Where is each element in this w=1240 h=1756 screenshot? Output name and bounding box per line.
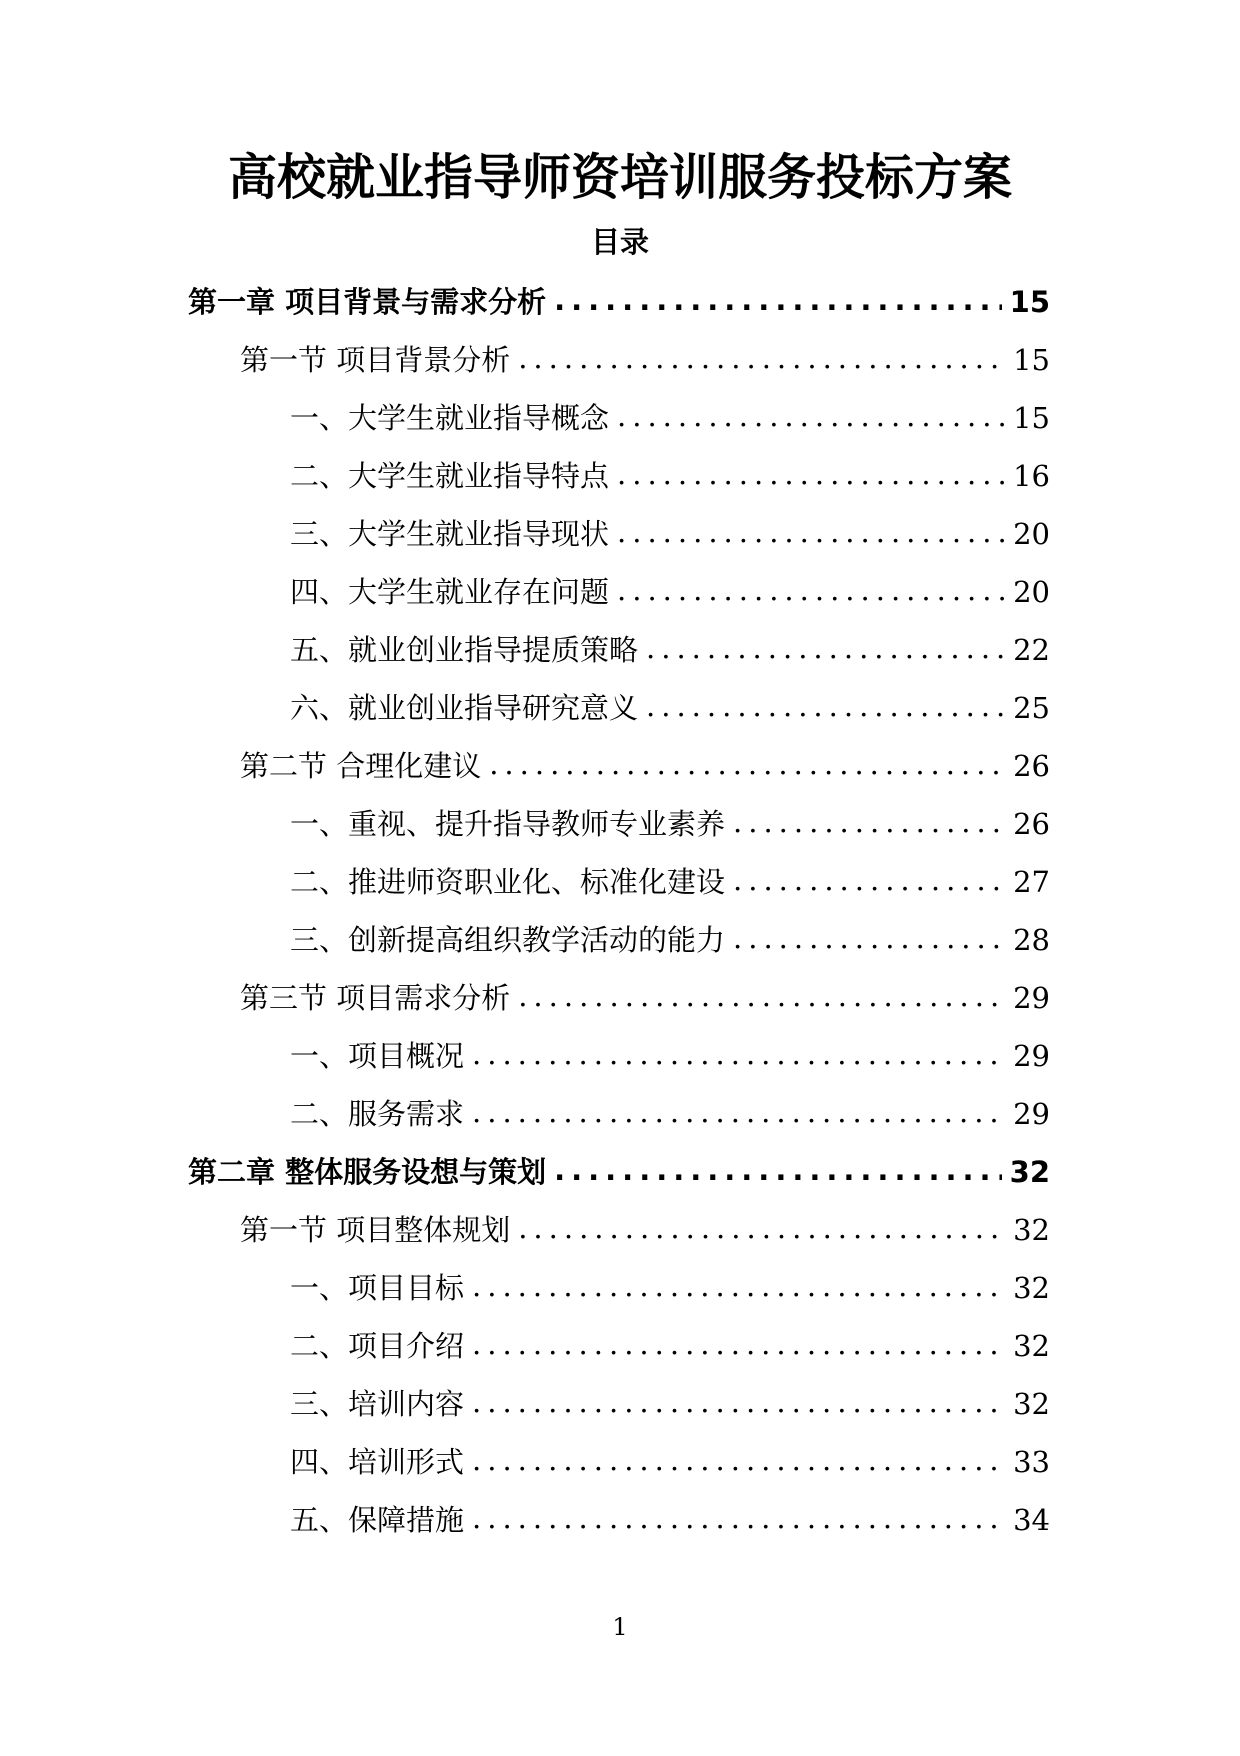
toc-entry-page: 29 [1013,1097,1050,1131]
toc-entry-page: 25 [1013,691,1050,725]
toc-entry-subsection[interactable] [290,1259,1050,1317]
toc-entry-text: 一、大学生就业指导概念 [290,401,610,435]
toc-entry-text: 四、培训形式 [290,1445,465,1479]
toc-entry-page: 16 [1013,459,1050,493]
toc-entry-text: 二、推进师资职业化、标准化建设 [290,865,726,899]
toc-leader-dots [554,1152,1002,1192]
toc-entry-page: 33 [1013,1445,1050,1479]
toc-entry-section[interactable] [240,737,1050,795]
toc-entry-page: 22 [1013,633,1050,667]
toc-entry-page: 26 [1013,749,1050,783]
toc-entry-text: 第一节 项目整体规划 [240,1213,511,1247]
toc-leader-dots [617,456,1005,496]
toc-entry-subsection[interactable] [290,563,1050,621]
toc-entry-subsection[interactable] [290,505,1050,563]
toc-leader-dots [472,1384,1005,1424]
toc-entry-subsection[interactable] [290,795,1050,853]
toc-leader-dots [733,920,1005,960]
toc-leader-dots [472,1500,1005,1540]
toc-entry-page: 32 [1013,1329,1050,1363]
toc-entry-subsection[interactable] [290,1085,1050,1143]
toc-entry-text: 二、大学生就业指导特点 [290,459,610,493]
toc-entry-subsection[interactable] [290,1375,1050,1433]
toc-leader-dots [472,1326,1005,1366]
toc-entry-section[interactable] [240,1201,1050,1259]
toc-entry-page: 20 [1013,575,1050,609]
toc-entry-text: 四、大学生就业存在问题 [290,575,610,609]
toc-entry-page: 15 [1013,401,1050,435]
toc-leader-dots [472,1036,1005,1076]
toc-leader-dots [733,804,1005,844]
toc-entry-text: 一、重视、提升指导教师专业素养 [290,807,726,841]
toc-entry-text: 一、项目概况 [290,1039,465,1073]
toc-entry-page: 15 [1009,285,1050,319]
toc-entry-page: 32 [1013,1271,1050,1305]
toc-entry-page: 32 [1013,1213,1050,1247]
toc-entry-section[interactable] [240,969,1050,1027]
toc-entry-section[interactable] [240,331,1050,389]
toc-entry-text: 六、就业创业指导研究意义 [290,691,639,725]
toc-leader-dots [472,1442,1005,1482]
toc-leader-dots [518,978,1005,1018]
toc-entry-subsection[interactable] [290,1433,1050,1491]
toc-heading: 目录 [590,225,649,259]
toc-entry-subsection[interactable] [290,621,1050,679]
toc-entry-page: 32 [1013,1387,1050,1421]
page-number: 1 [612,1613,628,1641]
toc-entry-subsection[interactable] [290,853,1050,911]
toc-entry-text: 第二章 整体服务设想与策划 [188,1155,547,1189]
toc-entry-chapter[interactable] [188,273,1050,331]
toc-entry-page: 28 [1013,923,1050,957]
toc-entry-text: 三、创新提高组织教学活动的能力 [290,923,726,957]
toc-leader-dots [617,398,1005,438]
toc-entry-subsection[interactable] [290,1317,1050,1375]
toc-leader-dots [733,862,1005,902]
toc-entry-subsection[interactable] [290,1027,1050,1085]
toc-leader-dots [472,1268,1005,1308]
toc-leader-dots [518,1210,1005,1250]
toc-entry-text: 第一节 项目背景分析 [240,343,511,377]
toc-entry-page: 29 [1013,981,1050,1015]
toc-entry-subsection[interactable] [290,389,1050,447]
toc-entry-text: 三、培训内容 [290,1387,465,1421]
document-title: 高校就业指导师资培训服务投标方案 [227,149,1012,206]
toc-leader-dots [554,282,1002,322]
toc-entry-page: 32 [1009,1155,1050,1189]
toc-leader-dots [617,572,1005,612]
toc-leader-dots [617,514,1005,554]
toc-entry-text: 五、就业创业指导提质策略 [290,633,639,667]
toc-leader-dots [518,340,1005,380]
toc-entry-chapter[interactable] [188,1143,1050,1201]
toc-entry-text: 三、大学生就业指导现状 [290,517,610,551]
toc-entry-page: 26 [1013,807,1050,841]
toc-entry-text: 二、项目介绍 [290,1329,465,1363]
toc-entry-page: 29 [1013,1039,1050,1073]
toc-entry-text: 一、项目目标 [290,1271,465,1305]
toc-entry-subsection[interactable] [290,1491,1050,1549]
toc-entry-text: 第三节 项目需求分析 [240,981,511,1015]
toc-entry-subsection[interactable] [290,911,1050,969]
toc-entry-page: 34 [1013,1503,1050,1537]
toc-leader-dots [472,1094,1005,1134]
toc-entry-text: 第二节 合理化建议 [240,749,482,783]
toc-entry-subsection[interactable] [290,447,1050,505]
toc-entry-text: 二、服务需求 [290,1097,465,1131]
toc-entry-page: 15 [1013,343,1050,377]
toc-entry-text: 五、保障措施 [290,1503,465,1537]
toc-entry-page: 27 [1013,865,1050,899]
toc-leader-dots [646,688,1005,728]
toc-entry-subsection[interactable] [290,679,1050,737]
toc-leader-dots [646,630,1005,670]
toc-entry-text: 第一章 项目背景与需求分析 [188,285,547,319]
toc-leader-dots [489,746,1005,786]
toc-entry-page: 20 [1013,517,1050,551]
